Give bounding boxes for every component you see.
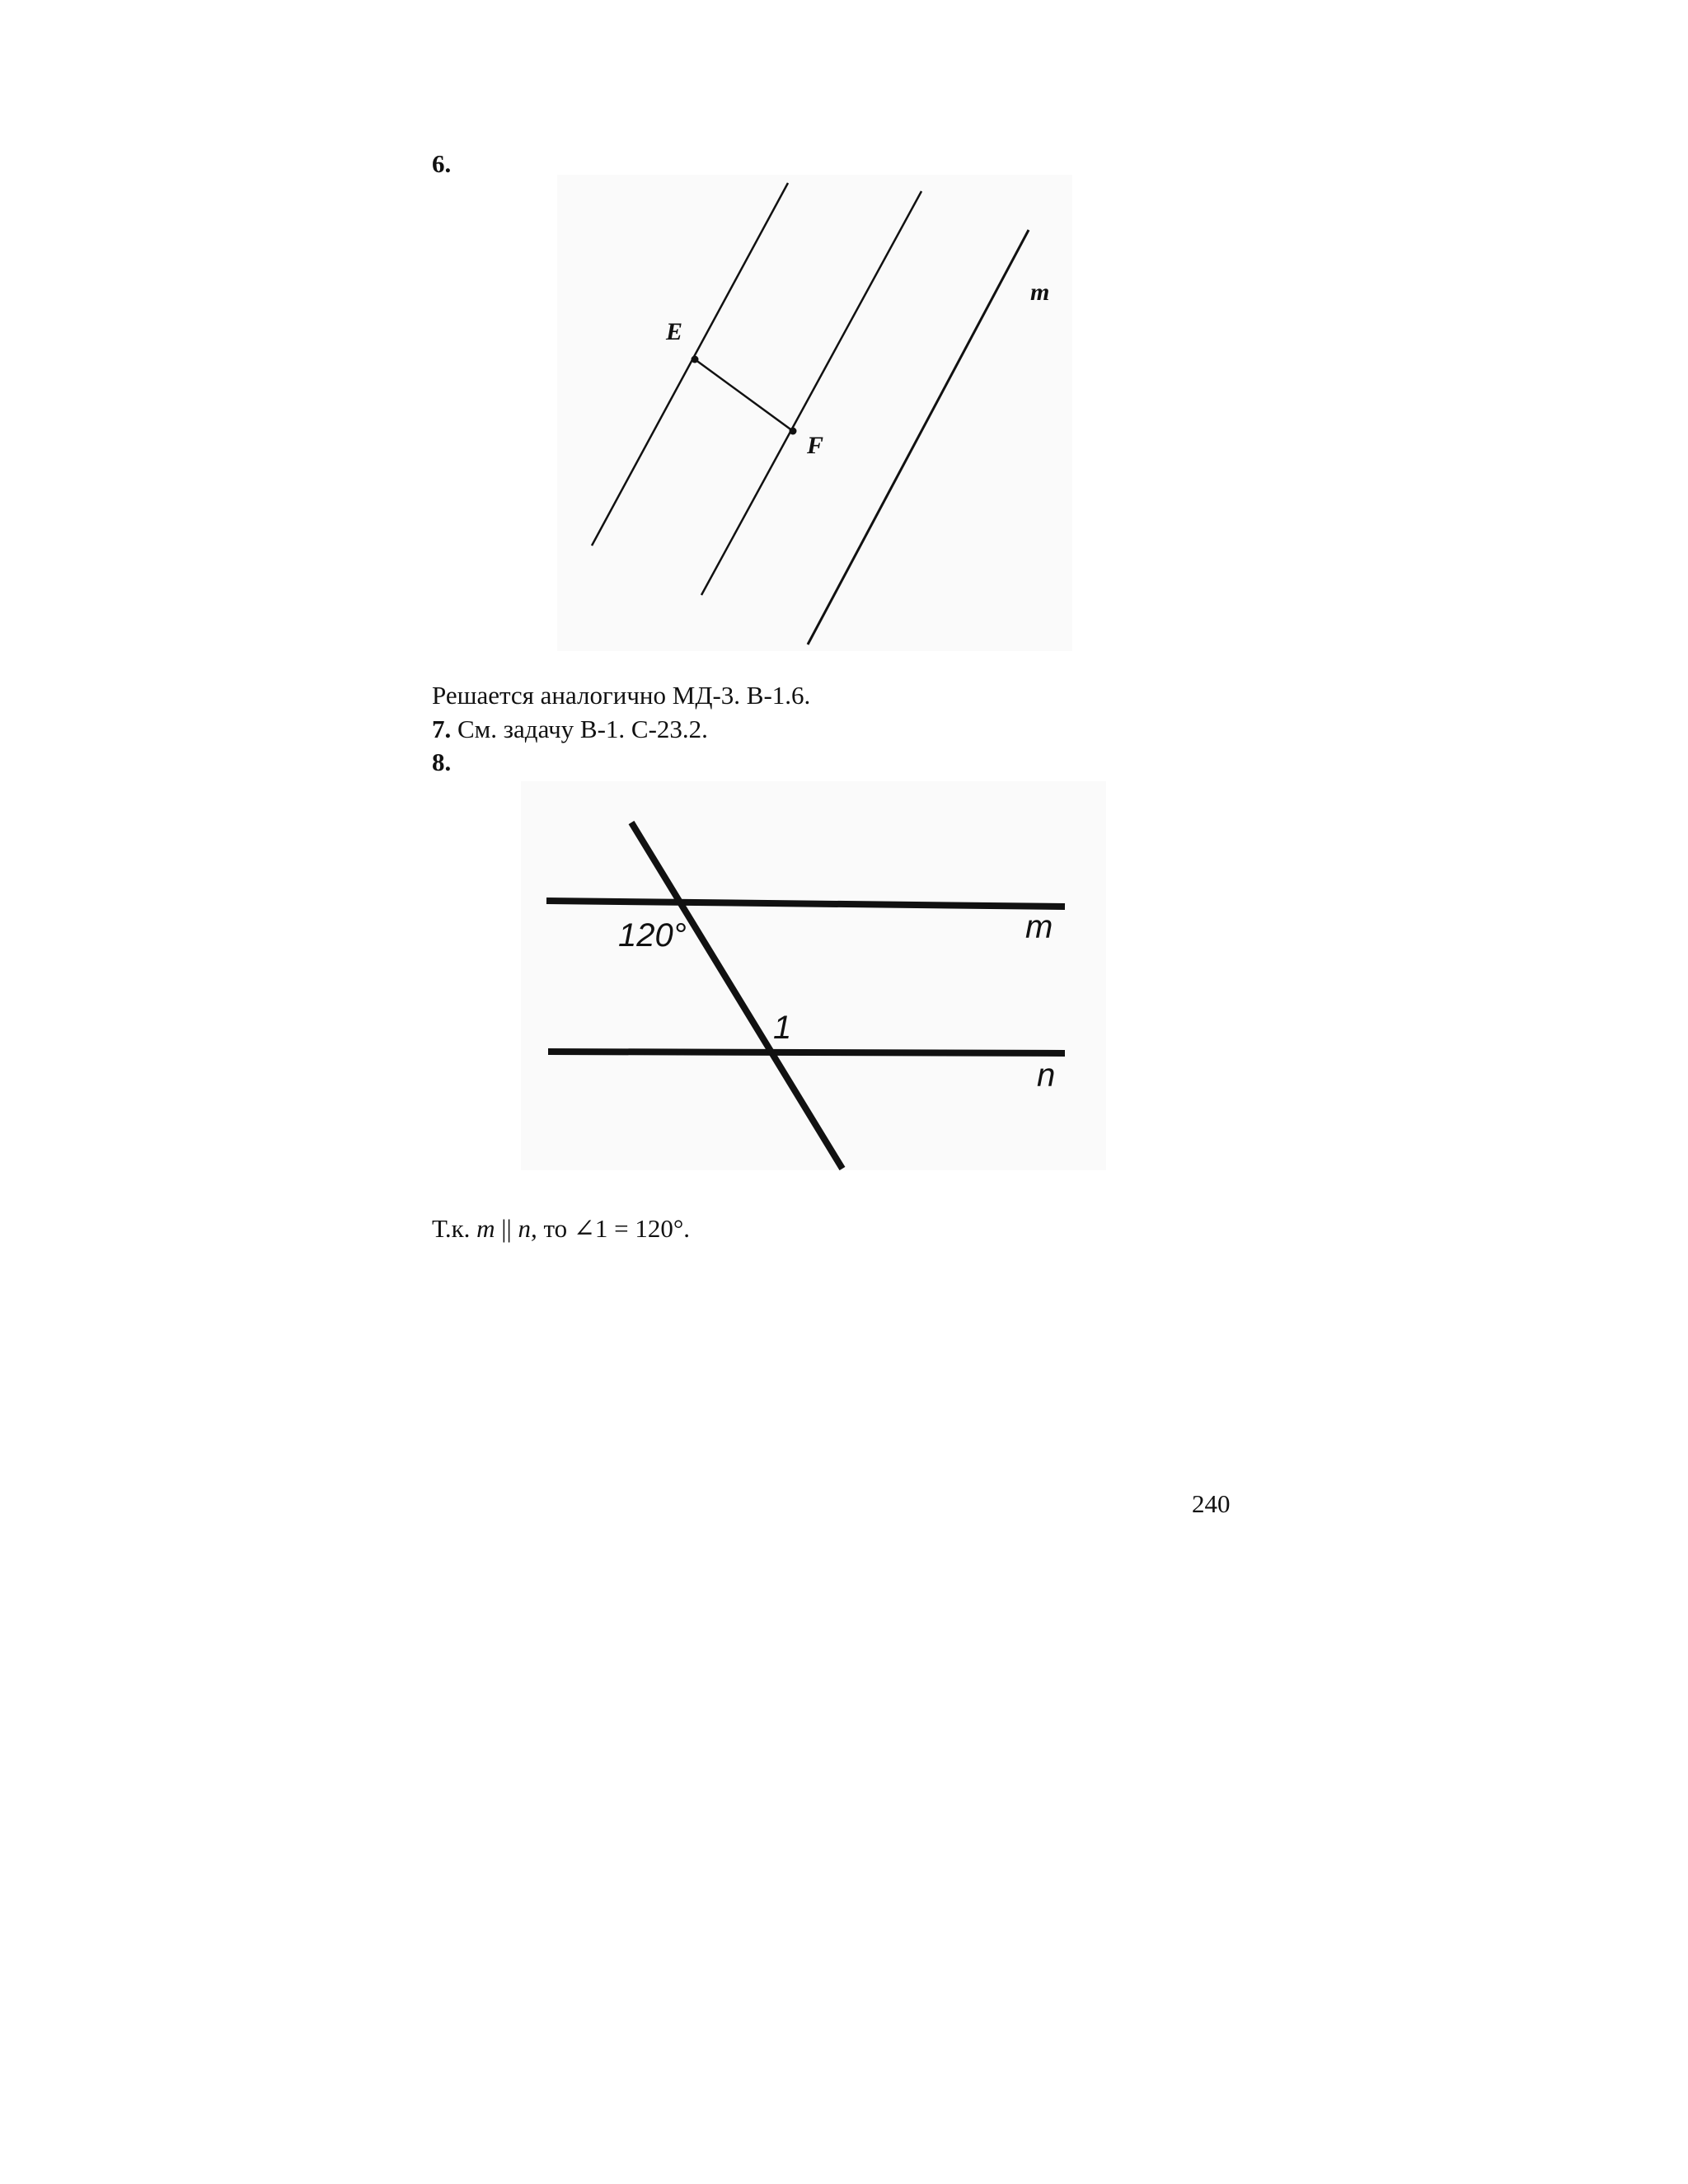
solution-rest: то ∠1 = 120°.	[537, 1214, 690, 1243]
problem-7-text: См. задачу В-1. С-23.2.	[451, 715, 708, 743]
line-n	[548, 1052, 1065, 1053]
point-f	[790, 428, 797, 435]
figure-background	[557, 175, 1072, 651]
solution-var-m: m	[476, 1214, 495, 1243]
angle-label-120: 120°	[618, 917, 687, 954]
point-e	[692, 356, 699, 363]
problem-8-solution	[432, 1213, 690, 1244]
solution-var-n: n,	[518, 1214, 537, 1243]
page-number: 240	[1192, 1489, 1231, 1518]
problem-6-number: 6.	[432, 149, 452, 178]
figure-background	[521, 781, 1106, 1170]
solution-parallel: ||	[495, 1214, 518, 1243]
problem-7-number: 7.	[432, 715, 452, 743]
problem-8-number: 8.	[432, 748, 452, 776]
label-m: m	[1025, 909, 1053, 945]
solution-prefix: Т.к.	[432, 1214, 477, 1243]
problem-7-line	[432, 714, 708, 745]
label-f: F	[807, 432, 824, 459]
figure-parallel-lines-ef	[557, 175, 1072, 651]
angle-label-1: 1	[773, 1010, 792, 1046]
problem-6-solution: Решается аналогично МД-3. В-1.6.	[432, 681, 811, 710]
label-m: m	[1030, 279, 1050, 306]
figure-transversal	[521, 781, 1106, 1170]
label-n: n	[1037, 1057, 1056, 1094]
label-e: E	[666, 318, 683, 345]
